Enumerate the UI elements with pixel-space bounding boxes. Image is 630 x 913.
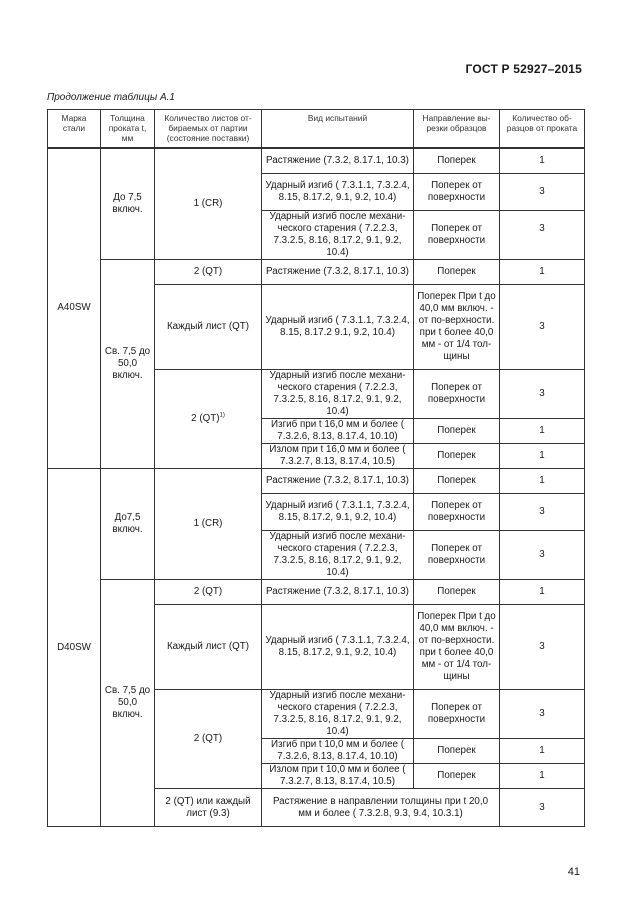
sample-count-cell: 1 — [500, 580, 585, 605]
test-type-cell: Ударный изгиб ( 7.3.1.1, 7.3.2.4, 8.15, 8.17.2 9.1, 9.2, 10.4) — [262, 285, 414, 370]
direction-cell: Поперек — [414, 444, 500, 469]
sheets-label: 2 (QT) — [191, 413, 220, 424]
sample-count-cell: 3 — [500, 211, 585, 260]
steel-grade-cell: D40SW — [48, 469, 101, 827]
sample-count-cell: 3 — [500, 531, 585, 580]
sample-count-cell: 3 — [500, 690, 585, 739]
sample-count-cell: 3 — [500, 605, 585, 690]
sheets-cell: Каждый лист (QT) — [155, 605, 262, 690]
sheets-cell: 2 (QT) — [155, 690, 262, 789]
test-type-cell: Ударный изгиб после механи-ческого старения ( 7.2.2.3, 7.3.2.5, 8.16, 8.17.2, 9.1, 9.2, 10.4) — [262, 531, 414, 580]
direction-cell: Поперек При t до 40,0 мм включ. - от по-верхности. при t более 40,0 мм - от 1/4 тол-щины — [414, 605, 500, 690]
table-header-row — [48, 110, 585, 148]
thickness-cell: До7,5 включ. — [101, 469, 155, 580]
thickness-cell: Св. 7,5 до 50,0 включ. — [101, 260, 155, 469]
direction-cell: Поперек — [414, 764, 500, 789]
test-type-cell: Ударный изгиб ( 7.3.1.1, 7.3.2.4, 8.15, 8.17.2, 9.1, 9.2, 10.4) — [262, 494, 414, 531]
sheets-cell: 2 (QT) или каждый лист (9.3) — [155, 789, 262, 827]
direction-cell: Поперек — [414, 260, 500, 285]
direction-cell: Поперек При t до 40,0 мм включ. - от по-верхности. при t более 40,0 мм - от 1/4 тол-щины — [414, 285, 500, 370]
direction-cell: Поперек от поверхности — [414, 690, 500, 739]
direction-cell: Поперек от поверхности — [414, 174, 500, 211]
direction-cell: Поперек — [414, 580, 500, 605]
table-row — [48, 148, 585, 174]
test-type-cell: Растяжение в направлении толщины при t 20,0 мм и более ( 7.3.2.8, 9.3, 9.4, 10.3.1) — [262, 789, 500, 827]
sample-count-cell: 3 — [500, 494, 585, 531]
sheets-cell: 1 (CR) — [155, 148, 262, 260]
direction-cell: Поперек от поверхности — [414, 531, 500, 580]
sample-count-cell: 3 — [500, 285, 585, 370]
test-type-cell: Растяжение (7.3.2, 8.17.1, 10.3) — [262, 580, 414, 605]
thickness-cell: До 7,5 включ. — [101, 148, 155, 260]
sheets-cell: 1 (CR) — [155, 469, 262, 580]
test-type-cell: Растяжение (7.3.2, 8.17.1, 10.3) — [262, 469, 414, 494]
test-type-cell: Ударный изгиб после механи-ческого старения ( 7.2.2.3, 7.3.2.5, 8.16, 8.17.2, 9.1, 9.2, 10.4) — [262, 690, 414, 739]
test-type-cell: Ударный изгиб после механи-ческого старения ( 7.2.2.3, 7.3.2.5, 8.16, 8.17.2, 9.1, 9.2, 10.4) — [262, 211, 414, 260]
sample-count-cell: 3 — [500, 789, 585, 827]
table-row — [48, 580, 585, 605]
sample-count-cell: 1 — [500, 419, 585, 444]
direction-cell: Поперек от поверхности — [414, 494, 500, 531]
sample-count-cell: 1 — [500, 444, 585, 469]
thickness-cell: Св. 7,5 до 50,0 включ. — [101, 580, 155, 827]
test-type-cell: Излом при t 16,0 мм и более ( 7.3.2.7, 8.13, 8.17.4, 10.5) — [262, 444, 414, 469]
col-header-sheets: Количество листов от-бираемых от партии (состояние поставки) — [155, 110, 262, 148]
sample-count-cell: 1 — [500, 469, 585, 494]
direction-cell: Поперек — [414, 148, 500, 174]
col-header-thickness: Толщина проката t, мм — [101, 110, 155, 148]
col-header-direction: Направление вы-резки образцов — [414, 110, 500, 148]
sheets-cell: Каждый лист (QT) — [155, 285, 262, 370]
col-header-test-type: Вид испытаний — [262, 110, 414, 148]
test-type-cell: Ударный изгиб после механи-ческого старения ( 7.2.2.3, 7.3.2.5, 8.16, 8.17.2, 9.1, 9.2, 10.4) — [262, 370, 414, 419]
direction-cell: Поперек — [414, 469, 500, 494]
table-row — [48, 469, 585, 494]
spec-table — [47, 109, 585, 827]
table-row — [48, 260, 585, 285]
sheets-cell — [155, 370, 262, 469]
page-number: 41 — [567, 866, 580, 878]
standard-code: ГОСТ Р 52927–2015 — [465, 62, 582, 76]
sample-count-cell: 3 — [500, 370, 585, 419]
footnote-marker: 1) — [219, 412, 225, 419]
direction-cell: Поперек от поверхности — [414, 370, 500, 419]
sample-count-cell: 3 — [500, 174, 585, 211]
sample-count-cell: 1 — [500, 764, 585, 789]
steel-grade-cell: A40SW — [48, 148, 101, 469]
direction-cell: Поперек — [414, 739, 500, 764]
test-type-cell: Изгиб при t 16,0 мм и более ( 7.3.2.6, 8.13, 8.17.4, 10.10) — [262, 419, 414, 444]
sample-count-cell: 1 — [500, 739, 585, 764]
sample-count-cell: 1 — [500, 148, 585, 174]
test-type-cell: Излом при t 10,0 мм и более ( 7.3.2.7, 8.13, 8.17.4, 10.5) — [262, 764, 414, 789]
test-type-cell: Растяжение (7.3.2, 8.17.1, 10.3) — [262, 260, 414, 285]
direction-cell: Поперек от поверхности — [414, 211, 500, 260]
test-type-cell: Изгиб при t 10,0 мм и более ( 7.3.2.6, 8.13, 8.17.4, 10.10) — [262, 739, 414, 764]
col-header-grade: Марка стали — [48, 110, 101, 148]
direction-cell: Поперек — [414, 419, 500, 444]
table-caption: Продолжение таблицы А.1 — [47, 92, 175, 103]
test-type-cell: Ударный изгиб ( 7.3.1.1, 7.3.2.4, 8.15, 8.17.2, 9.1, 9.2, 10.4) — [262, 174, 414, 211]
sample-count-cell: 1 — [500, 260, 585, 285]
sheets-cell: 2 (QT) — [155, 580, 262, 605]
sheets-cell: 2 (QT) — [155, 260, 262, 285]
test-type-cell: Ударный изгиб ( 7.3.1.1, 7.3.2.4, 8.15, 8.17.2, 9.1, 9.2, 10.4) — [262, 605, 414, 690]
test-type-cell: Растяжение (7.3.2, 8.17.1, 10.3) — [262, 148, 414, 174]
col-header-sample-count: Количество об-разцов от проката — [500, 110, 585, 148]
